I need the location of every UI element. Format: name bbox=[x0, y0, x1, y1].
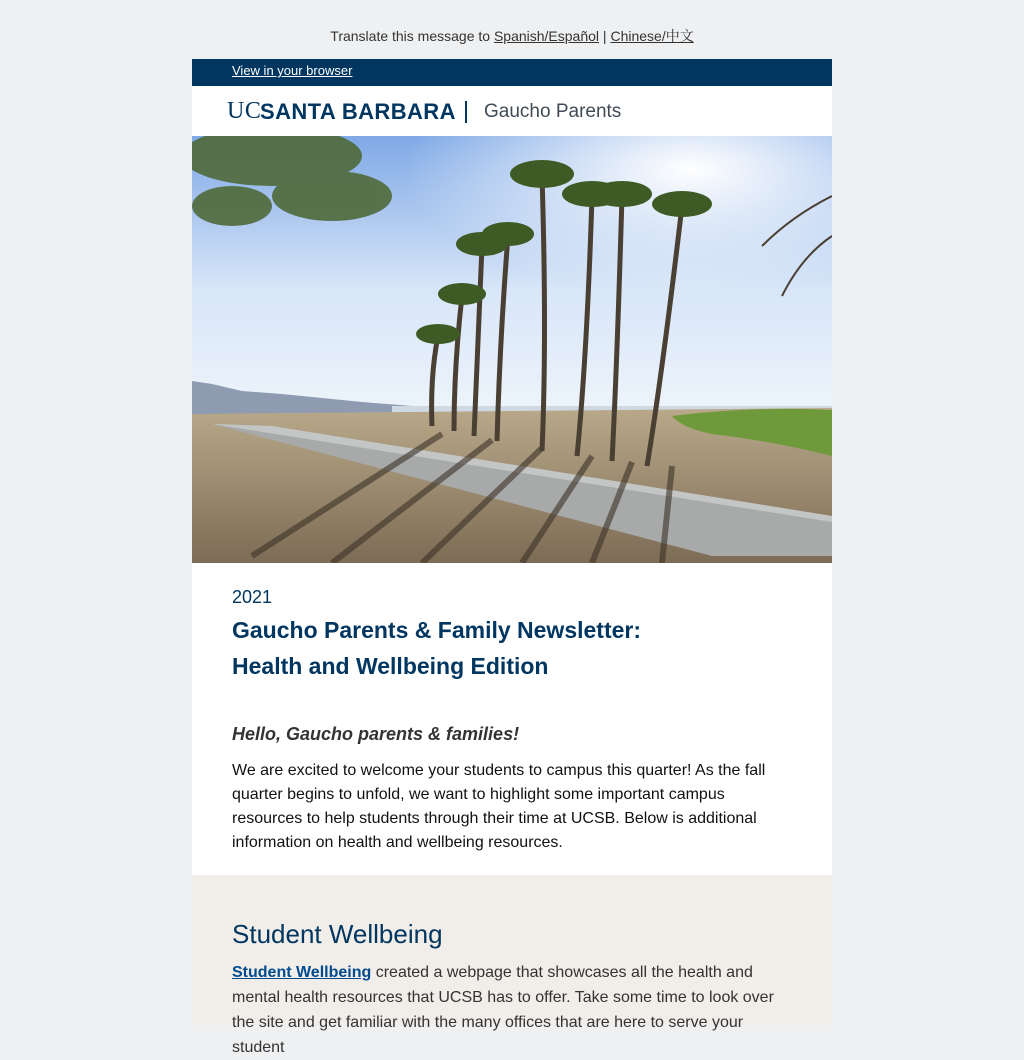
logo-divider bbox=[465, 101, 467, 123]
view-in-browser-link[interactable]: View in your browser bbox=[232, 63, 353, 78]
logo-santa-barbara: SANTA BARBARA bbox=[260, 99, 456, 124]
section-paragraph bbox=[232, 960, 792, 1060]
intro-section bbox=[192, 563, 832, 875]
translate-separator: | bbox=[602, 28, 607, 44]
newsletter-year: 2021 bbox=[232, 587, 273, 607]
translate-bar bbox=[0, 0, 1024, 59]
email-container bbox=[192, 59, 832, 1056]
section-paragraph-text: created a webpage that showcases all the health and mental health resources that UCSB has to offer. Take some time to look over the site and get familiar with the many offices that are here to serve your student bbox=[232, 964, 774, 1056]
logo-tagline: Gaucho Parents bbox=[484, 101, 622, 122]
student-wellbeing-link[interactable]: Student Wellbeing bbox=[232, 964, 372, 981]
section-title: Student Wellbeing bbox=[232, 919, 443, 949]
translate-prefix: Translate this message to bbox=[330, 28, 491, 44]
chinese-link[interactable]: Chinese/中文 bbox=[610, 28, 694, 44]
logo-uc: UC bbox=[227, 98, 262, 124]
intro-paragraph: We are excited to welcome your students to campus this quarter! As the fall quarter begins to unfold, we want to highlight some important campus resources to help students through their time at UCSB. Below is additional information on health and wellbeing resources. bbox=[232, 762, 766, 851]
newsletter-title: Gaucho Parents & Family Newsletter: Health and Wellbeing Edition bbox=[232, 617, 642, 679]
view-in-browser-bar bbox=[192, 59, 832, 86]
hero-image-palm-trees bbox=[192, 136, 832, 563]
greeting: Hello, Gaucho parents & families! bbox=[232, 724, 520, 744]
spanish-link[interactable]: Spanish/Español bbox=[493, 28, 600, 44]
student-wellbeing-section bbox=[192, 875, 832, 1056]
logo-bar bbox=[192, 86, 832, 136]
